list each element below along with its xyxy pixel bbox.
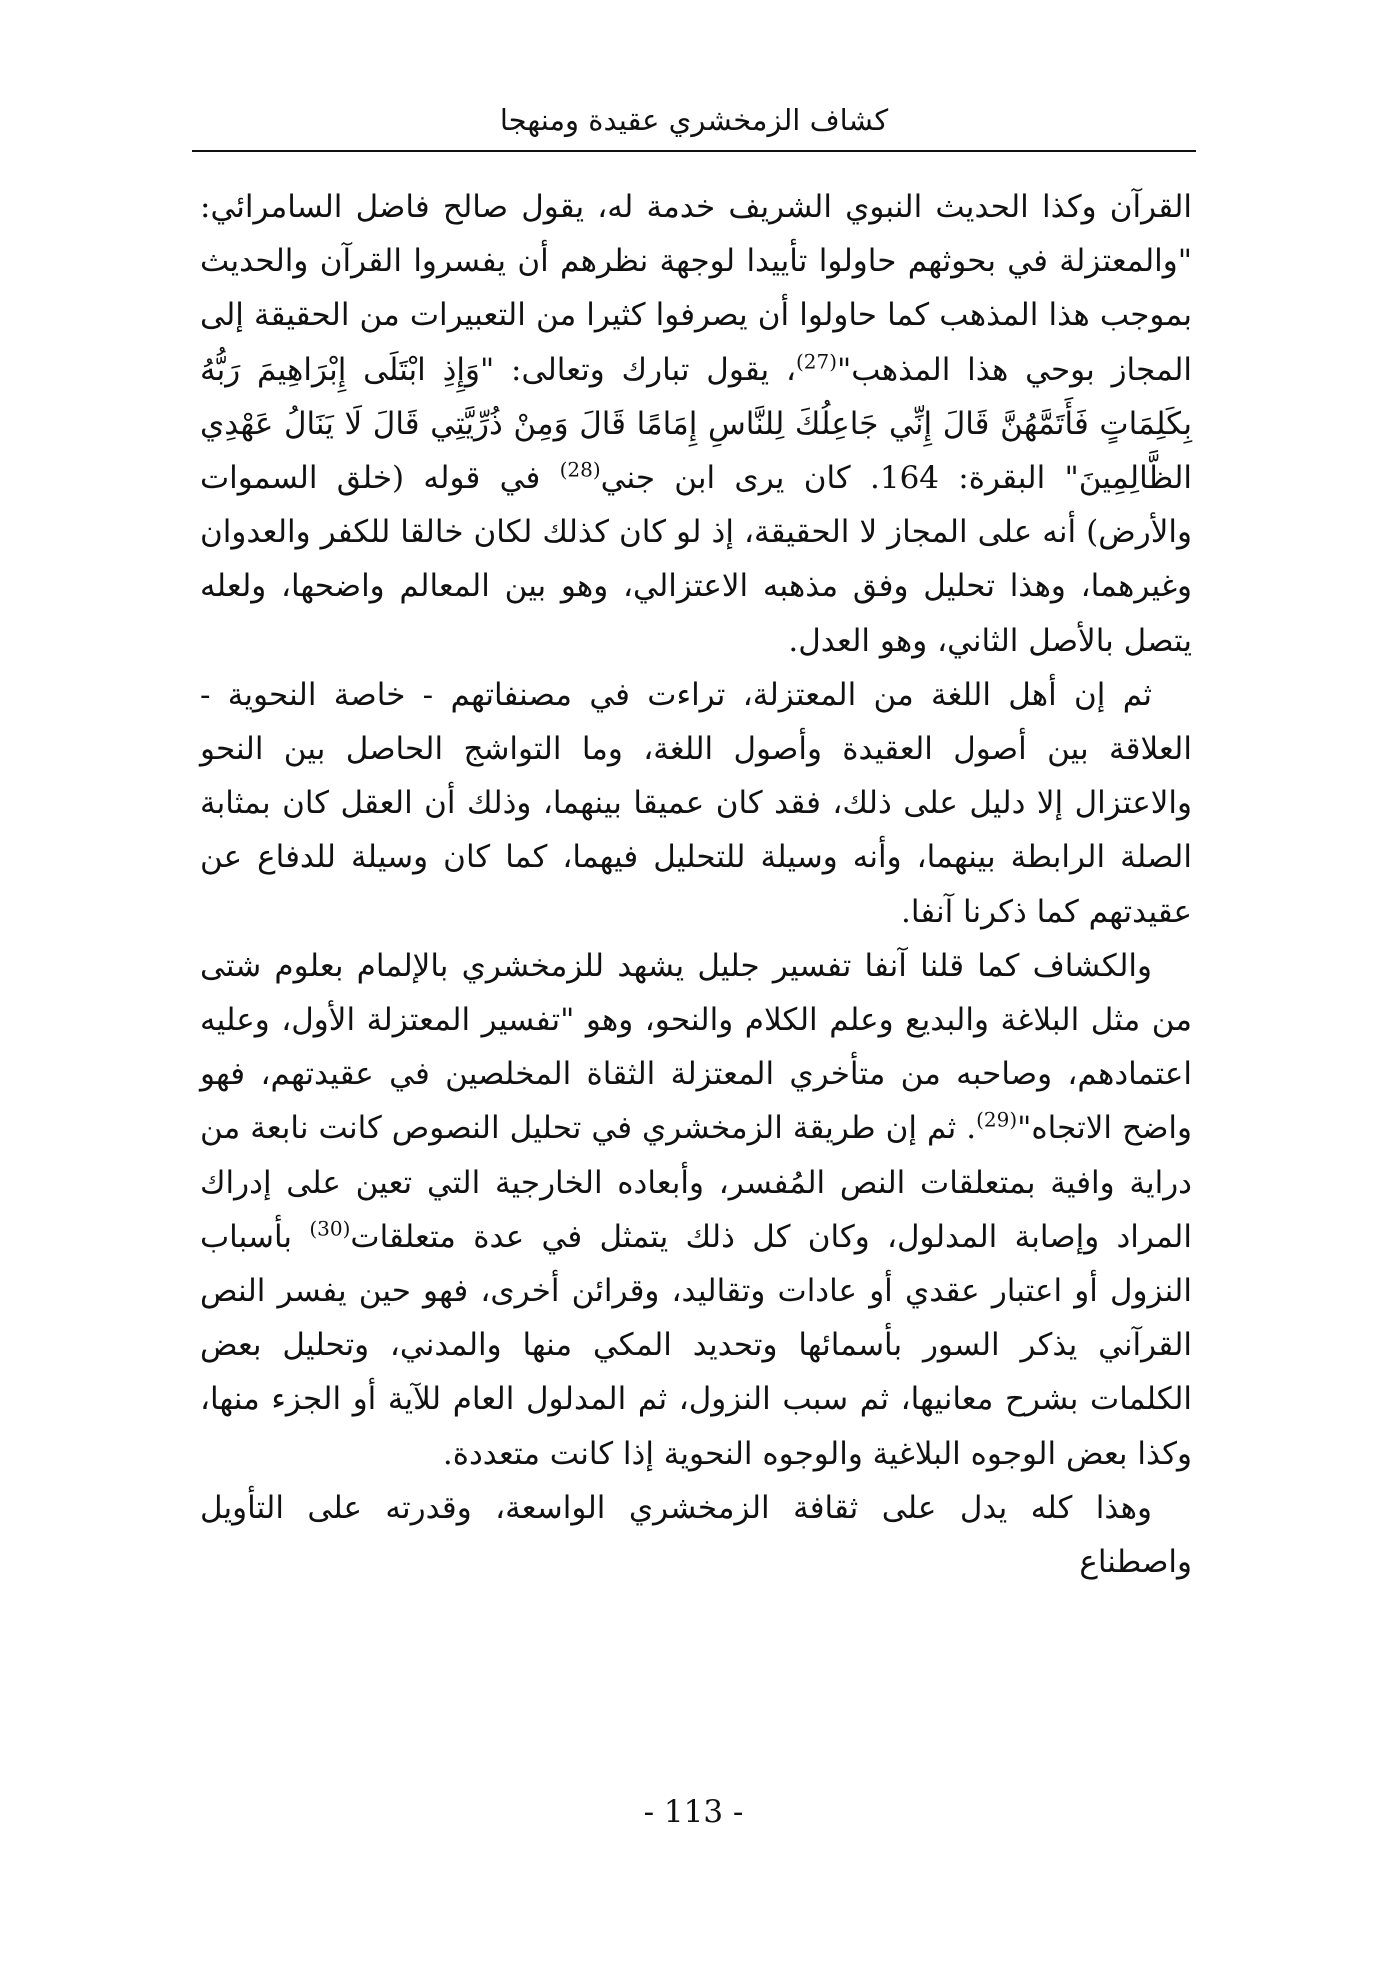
running-header: كشاف الزمخشري عقيدة ومنهجا (499, 103, 889, 137)
footnote-ref-29[interactable]: (29) (976, 1108, 1018, 1133)
paragraph-1-text-b: ، يقول تبارك وتعالى: "وَإِذِ ابْتَلَى إِبْرَاهِيمَ رَبُّهُ بِكَلِمَاتٍ فَأَتَمَّهُنَّ قَالَ إِنِّي جَاعِلُكَ لِلنَّاسِ إِمَامًا قَالَ وَمِنْ ذُرِّيَّتِي قَالَ لَا يَنَالُ عَهْدِي الظَّالِمِينَ" البقرة: 164. كان يرى ابن جني (200, 351, 1193, 497)
footnote-ref-27[interactable]: (27) (795, 349, 838, 374)
paragraph-1 (200, 180, 1192, 668)
body-text (200, 180, 1192, 1589)
paragraph-1-text-a: القرآن وكذا الحديث النبوي الشريف خدمة له، يقول صالح فاضل السامرائي: "والمعتزلة في بحوثهم حاولوا تأييدا لوجهة نظرهم أن يفسروا القرآن والحديث بموجب هذا المذهب كما حاولوا أن يصرفوا كثيرا من التعبيرات من الحقيقة إلى المجاز بوحي هذا المذهب" (200, 189, 1193, 388)
paragraph-1-text-c: في قوله (خلق السموات والأرض) أنه على المجاز لا الحقيقة، إذ لو كان كذلك لكان خالقا للكفر والعدوان وغيرهما، وهذا تحليل وفق مذهبه الاعتزالي، وهو بين المعالم واضحها، ولعله يتصل بالأصل الثاني، وهو العدل. (200, 460, 1192, 659)
footnote-ref-28[interactable]: (28) (559, 457, 601, 482)
paragraph-3 (200, 939, 1192, 1481)
header-divider (192, 150, 1196, 152)
paragraph-4: وهذا كله يدل على ثقافة الزمخشري الواسعة، وقدرته على التأويل واصطناع (200, 1489, 1192, 1581)
paragraph-3-text-a: والكشاف كما قلنا آنفا تفسير جليل يشهد للزمخشري بالإلمام بعلوم شتى من مثل البلاغة والبديع وعلم الكلام والنحو، وهو "تفسير المعتزلة الأول، وعليه اعتمادهم، وصاحبه من متأخري المعتزلة الثقاة المخلصين في عقيدتهم، فهو واضح الاتجاه" (200, 947, 1192, 1147)
paragraph-2: ثم إن أهل اللغة من المعتزلة، تراءت في مصنفاتهم - خاصة النحوية - العلاقة بين أصول العقيدة وأصول اللغة، وما التواشج الحاصل بين النحو والاعتزال إلا دليل على ذلك، فقد كان عميقا بينهما، وذلك أن العقل كان بمثابة الصلة الرابطة بينهما، وأنه وسيلة للتحليل فيهما، كما كان وسيلة للدفاع عن عقيدتهم كما ذكرنا آنفا. (200, 676, 1192, 930)
footnote-ref-30[interactable]: (30) (309, 1216, 351, 1241)
paragraph-3-text-b: . ثم إن طريقة الزمخشري في تحليل النصوص كانت نابعة من دراية وافية بمتعلقات النص المُفسر، وأبعاده الخارجية التي تعين على إدراك المراد وإصابة المدلول، وكان كل ذلك يتمثل في عدة متعلقات (200, 1110, 1192, 1255)
paragraph-3-text-c: بأسباب النزول أو اعتبار عقدي أو عادات وتقاليد، وقرائن أخرى، فهو حين يفسر النص القرآني يذكر السور بأسمائها وتحديد المكي منها والمدني، وتحليل بعض الكلمات بشرح معانيها، ثم سبب النزول، ثم المدلول العام للآية أو الجزء منها، وكذا بعض الوجوه البلاغية والوجوه النحوية إذا كانت متعددة. (200, 1218, 1192, 1472)
page-number: - 113 - (643, 1794, 744, 1830)
